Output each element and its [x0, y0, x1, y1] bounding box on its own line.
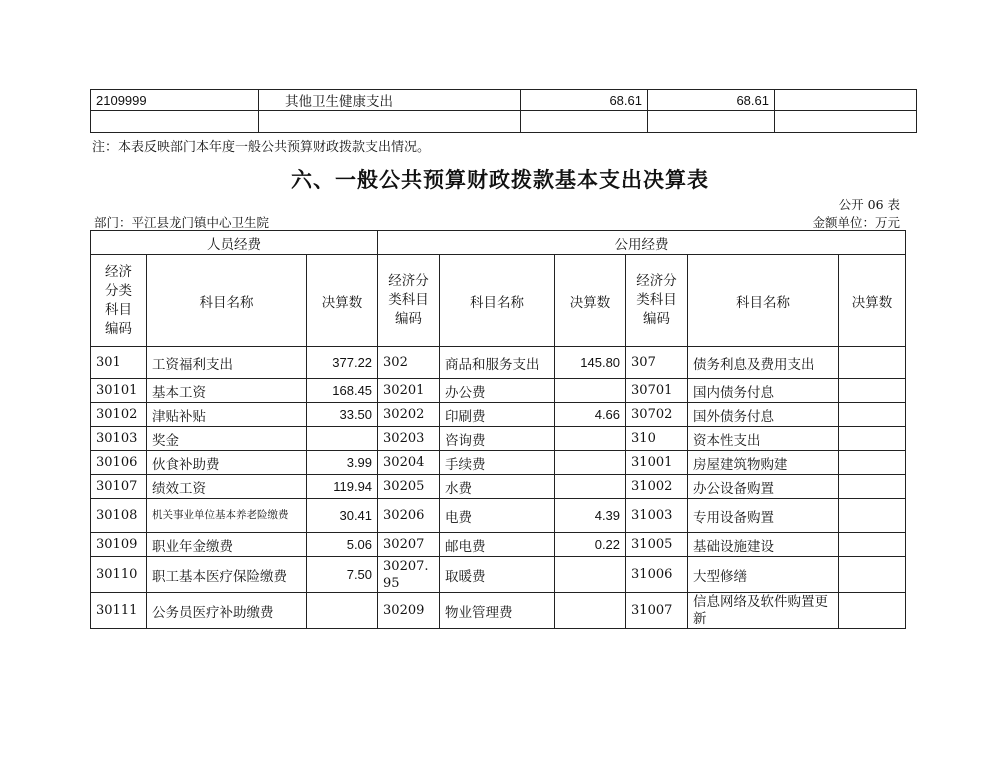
cell-value [648, 111, 775, 133]
cell-name: 国外债务付息 [688, 403, 839, 427]
cell-name: 津贴补贴 [147, 403, 307, 427]
col-name: 科目名称 [147, 255, 307, 347]
cell-amount [839, 451, 906, 475]
cell-code: 301 [91, 347, 147, 379]
cell-amount: 4.39 [555, 499, 626, 533]
cell-amount [839, 533, 906, 557]
cell-name: 基础设施建设 [688, 533, 839, 557]
cell-name: 手续费 [440, 451, 555, 475]
cell-code: 30101 [91, 379, 147, 403]
personnel-header: 人员经费 [91, 231, 378, 255]
cell-code: 30203 [378, 427, 440, 451]
cell-code: 30207 [378, 533, 440, 557]
cell-code: 30110 [91, 557, 147, 593]
cell-name: 国内债务付息 [688, 379, 839, 403]
cell-amount [839, 379, 906, 403]
cell-code: 30102 [91, 403, 147, 427]
cell-amount [839, 475, 906, 499]
group-header-row [91, 231, 906, 255]
col-code: 经济分 类科目 编码 [378, 255, 440, 347]
cell-amount: 377.22 [307, 347, 378, 379]
cell-name: 水费 [440, 475, 555, 499]
cell-code: 30103 [91, 427, 147, 451]
unit-label: 金额单位：万元 [812, 215, 900, 230]
cell-code: 302 [378, 347, 440, 379]
cell-code: 30111 [91, 593, 147, 629]
cell-code: 307 [626, 347, 688, 379]
cell-amount: 168.45 [307, 379, 378, 403]
cell-name: 取暖费 [440, 557, 555, 593]
cell-name: 绩效工资 [147, 475, 307, 499]
table-row [91, 111, 917, 133]
cell-code: 31005 [626, 533, 688, 557]
cell-code: 310 [626, 427, 688, 451]
cell-amount [307, 593, 378, 629]
previous-table-fragment [90, 89, 917, 133]
cell-value [775, 111, 917, 133]
cell-amount: 5.06 [307, 533, 378, 557]
cell-name: 专用设备购置 [688, 499, 839, 533]
cell-code: 30107 [91, 475, 147, 499]
cell-amount: 30.41 [307, 499, 378, 533]
cell-name: 伙食补助费 [147, 451, 307, 475]
department-label: 部门：平江县龙门镇中心卫生院 [94, 215, 270, 230]
cell-code: 30202 [378, 403, 440, 427]
cell-name: 机关事业单位基本养老险缴费 [147, 499, 307, 533]
table-row [91, 593, 906, 629]
col-amount: 决算数 [555, 255, 626, 347]
cell-amount [555, 427, 626, 451]
cell-amount [839, 403, 906, 427]
cell-amount [307, 427, 378, 451]
table-row [91, 557, 906, 593]
column-header-row [91, 255, 906, 347]
cell-code: 30209 [378, 593, 440, 629]
table-row [91, 451, 906, 475]
cell-code: 30702 [626, 403, 688, 427]
cell-amount [839, 427, 906, 451]
cell-name: 工资福利支出 [147, 347, 307, 379]
page-title: 六、一般公共预算财政拨款基本支出决算表 [291, 167, 709, 192]
cell-amount: 3.99 [307, 451, 378, 475]
cell-name: 印刷费 [440, 403, 555, 427]
cell-name: 职业年金缴费 [147, 533, 307, 557]
cell-name: 职工基本医疗保险缴费 [147, 557, 307, 593]
table-row [91, 475, 906, 499]
cell-amount [555, 451, 626, 475]
cell-name: 基本工资 [147, 379, 307, 403]
col-name: 科目名称 [440, 255, 555, 347]
table-row [91, 90, 917, 111]
cell-amount [555, 557, 626, 593]
cell-amount [839, 347, 906, 379]
cell-amount: 0.22 [555, 533, 626, 557]
col-name: 科目名称 [688, 255, 839, 347]
cell-name: 公务员医疗补助缴费 [147, 593, 307, 629]
cell-name: 电费 [440, 499, 555, 533]
cell-code: 30109 [91, 533, 147, 557]
cell-amount: 119.94 [307, 475, 378, 499]
cell-code: 30206 [378, 499, 440, 533]
cell-amount [555, 379, 626, 403]
cell-code: 30108 [91, 499, 147, 533]
cell-code: 30106 [91, 451, 147, 475]
cell-amount: 145.80 [555, 347, 626, 379]
cell-name: 信息网络及软件购置更新 [688, 593, 839, 629]
table-note: 注：本表反映部门本年度一般公共预算财政拨款支出情况。 [92, 140, 431, 155]
cell-amount: 7.50 [307, 557, 378, 593]
cell-name: 办公设备购置 [688, 475, 839, 499]
col-amount: 决算数 [839, 255, 906, 347]
cell-value [775, 90, 917, 111]
cell-code: 31002 [626, 475, 688, 499]
table-row [91, 379, 906, 403]
cell-name: 物业管理费 [440, 593, 555, 629]
cell-name: 大型修缮 [688, 557, 839, 593]
public-header: 公用经费 [378, 231, 906, 255]
cell-name: 邮电费 [440, 533, 555, 557]
cell-value [521, 111, 648, 133]
col-amount: 决算数 [307, 255, 378, 347]
cell-code: 2109999 [91, 90, 259, 111]
cell-code: 31006 [626, 557, 688, 593]
cell-name: 奖金 [147, 427, 307, 451]
cell-code: 30701 [626, 379, 688, 403]
cell-code: 31001 [626, 451, 688, 475]
table-row [91, 403, 906, 427]
cell-amount: 4.66 [555, 403, 626, 427]
col-code: 经济 分类 科目 编码 [91, 255, 147, 347]
cell-code: 30204 [378, 451, 440, 475]
cell-code: 30205 [378, 475, 440, 499]
table-row [91, 499, 906, 533]
table-number: 公开 06 表 [838, 197, 900, 212]
cell-amount [839, 557, 906, 593]
cell-name: 房屋建筑物购建 [688, 451, 839, 475]
cell-code: 30207.95 [378, 557, 440, 593]
cell-name: 资本性支出 [688, 427, 839, 451]
cell-code: 30201 [378, 379, 440, 403]
cell-code: 31007 [626, 593, 688, 629]
cell-amount [555, 593, 626, 629]
table-row [91, 347, 906, 379]
cell-code: 31003 [626, 499, 688, 533]
cell-amount [839, 499, 906, 533]
cell-name [259, 111, 521, 133]
basic-expenditure-table [90, 230, 906, 629]
cell-code [91, 111, 259, 133]
cell-value: 68.61 [648, 90, 775, 111]
table-row [91, 533, 906, 557]
cell-name: 商品和服务支出 [440, 347, 555, 379]
col-code: 经济分 类科目 编码 [626, 255, 688, 347]
cell-name: 咨询费 [440, 427, 555, 451]
table-row [91, 427, 906, 451]
cell-name: 办公费 [440, 379, 555, 403]
cell-name: 其他卫生健康支出 [259, 90, 521, 111]
cell-value: 68.61 [521, 90, 648, 111]
cell-name: 债务利息及费用支出 [688, 347, 839, 379]
cell-amount [839, 593, 906, 629]
cell-amount [555, 475, 626, 499]
cell-amount: 33.50 [307, 403, 378, 427]
